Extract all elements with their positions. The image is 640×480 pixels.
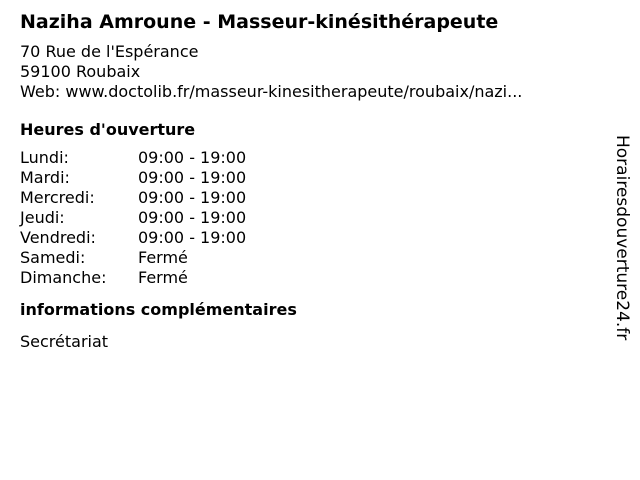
hours-row-sunday [20,268,590,288]
additional-info-text: Secrétariat [20,332,109,351]
website-link[interactable]: Web: www.doctolib.fr/masseur-kinesitherapeute/roubaix/nazi... [20,82,523,101]
hours-day: Mardi: [20,168,70,187]
hours-day: Mercredi: [20,188,95,207]
hours-time: Fermé [138,268,188,287]
hours-day: Jeudi: [20,208,65,227]
hours-row-thursday [20,208,590,228]
hours-row-saturday [20,248,590,268]
hours-row-friday [20,228,590,248]
opening-hours-table [20,148,590,288]
hours-time: 09:00 - 19:00 [138,228,247,247]
business-card [20,10,590,352]
business-title: Naziha Amroune - Masseur-kinésithérapeute [20,11,499,33]
opening-hours-heading: Heures d'ouverture [20,120,196,139]
hours-time: Fermé [138,248,188,267]
address-city: 59100 Roubaix [20,62,141,81]
hours-day: Lundi: [20,148,69,167]
hours-row-wednesday [20,188,590,208]
hours-day: Vendredi: [20,228,96,247]
hours-row-monday [20,148,590,168]
hours-time: 09:00 - 19:00 [138,208,247,227]
hours-row-tuesday [20,168,590,188]
hours-time: 09:00 - 19:00 [138,188,247,207]
hours-day: Dimanche: [20,268,107,287]
hours-time: 09:00 - 19:00 [138,168,247,187]
hours-time: 09:00 - 19:00 [138,148,247,167]
address-block [20,42,590,102]
hours-day: Samedi: [20,248,86,267]
address-street: 70 Rue de l'Espérance [20,42,199,61]
site-brand-label: Horairesdouverture24.fr [612,135,632,341]
additional-info-heading: informations complémentaires [20,300,297,319]
